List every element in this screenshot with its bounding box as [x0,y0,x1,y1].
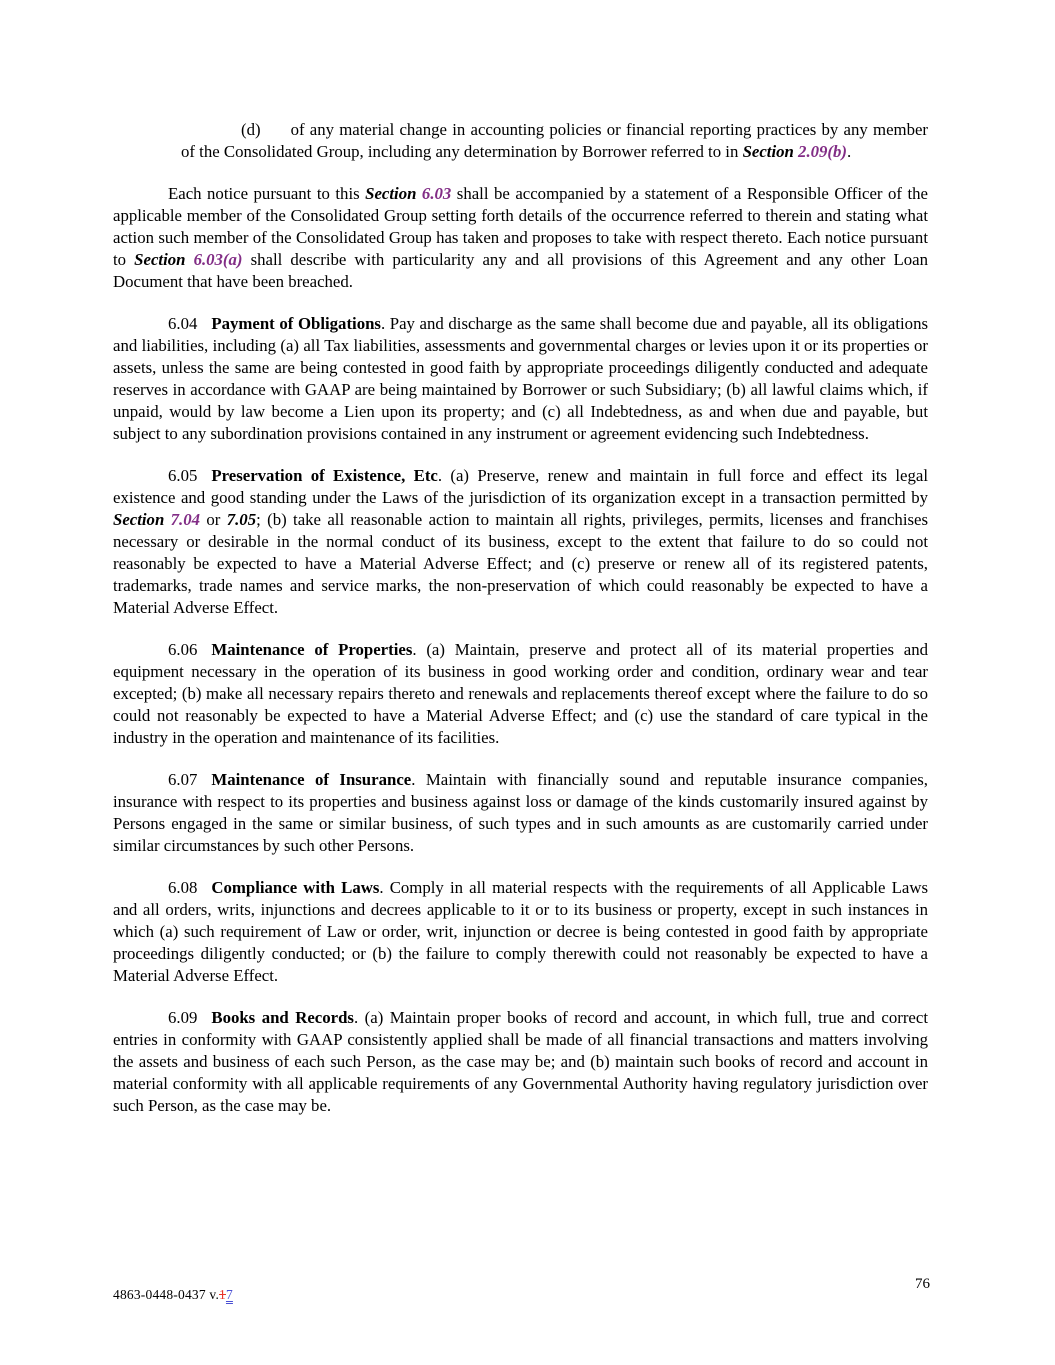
section-6-08-paragraph [113,877,933,987]
section-6-05-paragraph [113,465,933,619]
section-6-06-paragraph [113,639,933,749]
section-number-6-07: 6.07 [168,770,198,789]
section-6-07-paragraph [113,769,933,857]
text-run: . (a) Maintain, preserve and protect all of its material properties and equipment necessary in the operation of its business in good working order and condition, ordinary wear and tear excepted; (b) make all necessary repairs thereto and renewals and replacements thereof except where the failure to do so could not reasonably be expected to have a Material Adverse Effect; and (c) use the standard of care typical in the industry in the operation and maintenance of its facilities. [113,640,933,747]
clause-d-paragraph [181,119,933,163]
text-run: . Maintain with financially sound and reputable insurance companies, insurance with respect to its properties and business against loss or damage of the kinds customarily insured against by Persons engaged in the same or similar business, of such types and in such amounts as are customarily carried under similar circumstances by such other Persons. [113,770,933,855]
text-run: shall describe with particularity any and all provisions of this Agreement and any other Loan Document that have been breached. [113,250,933,291]
section-number-6-04: 6.04 [168,314,198,333]
text-run: . [846,142,852,161]
text-run: (d) [241,120,261,139]
section-number-6-06: 6.06 [168,640,198,659]
section-number-6-05: 6.05 [168,466,198,485]
text-run: . (a) Preserve, renew and maintain in full force and effect its legal existence and good standing under the Laws of the jurisdiction of its organization except in a transaction permitted by [113,466,933,507]
section-number-6-08: 6.08 [168,878,198,897]
section-heading-maintenance-of-properties: Maintenance of Properties [211,640,413,659]
footer-deleted-version: 1 [219,1287,226,1302]
text-run: Section [742,142,799,161]
notice-statement-paragraph [113,183,933,293]
section-ref-6-03: 6.03 [421,184,452,203]
section-ref-7-04: 7.04 [170,510,201,529]
text-run: Section [113,510,171,529]
section-6-09-paragraph [113,1007,933,1117]
section-6-04-paragraph [113,313,933,445]
section-ref-7-05: 7.05 [226,510,257,529]
text-run: Section [134,250,194,269]
page-number: 76 [915,1276,930,1292]
text-run: . Pay and discharge as the same shall become due and payable, all its obligations and liabilities, including (a) all Tax liabilities, assessments and governmental charges or levies upon it or its properties or assets, unless the same are being contested in good faith by appropriate proceedings diligently conducted and adequate reserves in accordance with GAAP are being maintained by Borrower or such Subsidiary; (b) all lawful claims which, if unpaid, would by law become a Lien upon its property; and (c) all Indebtedness, as and when due and payable, but subject to any subordination provisions contained in any instrument or agreement evidencing such Indebtedness. [113,314,933,443]
text-run: Section [365,184,422,203]
text-run: . Comply in all material respects with the requirements of all Applicable Laws and all orders, writs, injunctions and decrees applicable to it or to its business or property, except in such instances in which (a) such requirement of Law or order, writ, injunction or decree is being contested in good faith by appropriate proceedings diligently conducted; or (b) the failure to comply therewith could not reasonably be expected to have a Material Adverse Effect. [113,878,933,985]
footer-doc-id: 4863-0448-0437 v. [113,1287,220,1302]
text-run: ; (b) take all reasonable action to maintain all rights, privileges, permits, licenses and franchises necessary or desirable in the normal conduct of its business, except to the extent that failure to do so could not reasonably be expected to have a Material Adverse Effect; and (c) preserve or renew all of its registered patents, trademarks, trade names and service marks, the non-preservation of which could reasonably be expected to have a Material Adverse Effect. [113,510,933,617]
section-heading-preservation-of-existence: Preservation of Existence, Etc [211,466,438,485]
section-heading-books-and-records: Books and Records [211,1008,354,1027]
section-heading-payment-of-obligations: Payment of Obligations [211,314,381,333]
section-ref-2-09-b: 2.09(b) [798,142,847,161]
section-number-6-09: 6.09 [168,1008,198,1027]
footer [113,1287,233,1303]
text-run: or [200,510,227,529]
text-run: of any material change in accounting policies or financial reporting practices by any member of the Consolidated Group, including any determination by Borrower referred to in [181,120,933,161]
section-heading-maintenance-of-insurance: Maintenance of Insurance [211,770,412,789]
text-run: . (a) Maintain proper books of record and account, in which full, true and correct entries in conformity with GAAP consistently applied shall be made of all financial transactions and matters involving the assets and business of each such Person, as the case may be; and (b) maintain such books of record and account in material conformity with all applicable requirements of any Governmental Authority having regulatory jurisdiction over such Person, as the case may be. [113,1008,933,1115]
section-ref-6-03-a: 6.03(a) [193,250,243,269]
section-heading-compliance-with-laws: Compliance with Laws [211,878,380,897]
footer-inserted-version: 7 [225,1287,233,1302]
text-run: Each notice pursuant to this [168,184,366,203]
text-run: shall be accompanied by a statement of a Responsible Officer of the applicable member of the Consolidated Group setting forth details of the occurrence referred to therein and stating what action such member of the Consolidated Group has taken and proposes to take with respect thereto. Each notice pursuant to [113,184,933,269]
document-body [113,119,933,1137]
